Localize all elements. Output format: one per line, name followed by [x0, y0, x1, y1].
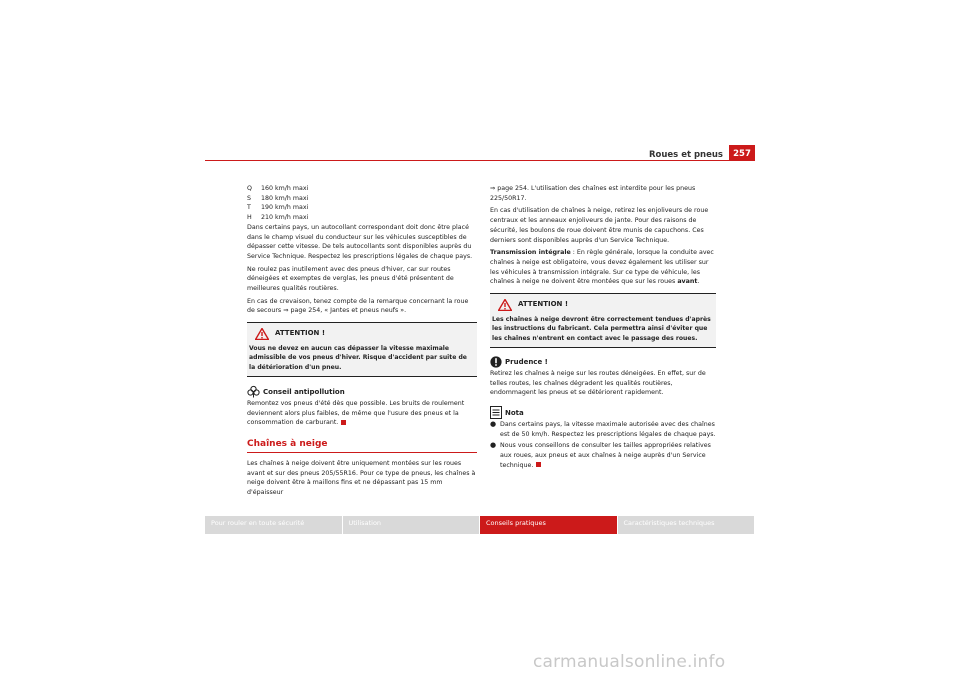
- paragraph-hubcaps: En cas d'utilisation de chaînes à neige, retirez les enjoliveurs de roue centraux et les anneaux enjoliveurs de jante. Pour des raisons de sécurité, les boulons de roue doivent être munis de capuchons. Ces derniers sont disponibles auprès d'un Service Technique.: [490, 207, 709, 244]
- speed-value: 210 km/h maxi: [261, 214, 309, 222]
- section-title: Chaînes à neige: [247, 440, 477, 453]
- watermark: carmanualsonline.info: [533, 652, 726, 672]
- awd-front: avant: [677, 278, 698, 286]
- warning-box: [247, 322, 477, 377]
- note-bullet: [490, 441, 716, 470]
- caution-title: Prudence !: [505, 358, 548, 367]
- warning-text: Les chaînes à neige devront être correctement tendues d'après les instructions du fabricant. Cela permettra ainsi d'éviter que les chaînes n'entrent en contact avec le passage des roues.: [492, 316, 711, 342]
- exclamation-circle-icon: [490, 356, 502, 368]
- left-column: [247, 184, 477, 501]
- speed-value: 160 km/h maxi: [261, 185, 309, 192]
- awd-label: Transmission intégrale: [490, 249, 571, 257]
- bullet-dot-icon: ●: [490, 420, 497, 429]
- page-number: 257: [729, 145, 755, 161]
- speed-value: 190 km/h maxi: [261, 204, 309, 212]
- speed-row: [247, 213, 477, 223]
- eco-title: Conseil antipollution: [263, 388, 345, 397]
- warning-triangle-icon: [498, 299, 512, 311]
- warning-box: [490, 293, 716, 348]
- speed-row: [247, 184, 477, 194]
- note-bullet-text: Dans certains pays, la vitesse maximale autorisée avec des chaînes est de 50 km/h. Respectez les prescriptions légales de chaque pays.: [500, 421, 716, 438]
- paragraph-winter-tires: Ne roulez pas inutilement avec des pneus d'hiver, car sur routes déneigées et exemptes de verglas, les pneus d'été présentent de meilleures qualités routières.: [247, 265, 454, 293]
- warning-triangle-icon: [255, 328, 269, 340]
- end-marker: [536, 462, 541, 467]
- speed-row: [247, 203, 477, 213]
- footer-tab-usage[interactable]: Utilisation: [343, 516, 480, 534]
- speed-code: Q: [247, 185, 252, 192]
- note-bullet: [490, 420, 716, 439]
- speed-code: H: [247, 214, 252, 222]
- paragraph-awd: [490, 248, 716, 287]
- speed-row: [247, 194, 477, 204]
- eco-text: Remontez vos pneus d'été dès que possible. Les bruits de roulement deviennent alors plus faibles, de même que l'usure des pneus et la consommation de carburant.: [247, 400, 465, 427]
- paragraph-puncture: En cas de crevaison, tenez compte de la remarque concernant la roue de secours ⇒ page 254, « Jantes et pneus neufs ».: [247, 297, 469, 315]
- caution-heading: [490, 356, 716, 368]
- warning-text: Vous ne devez en aucun cas dépasser la vitesse maximale admissible de vos pneus d'hiver. Risque d'accident par suite de la détérioration d'un pneu.: [249, 345, 467, 371]
- paragraph-sticker: Dans certains pays, un autocollant correspondant doit donc être placé dans le champ visuel du conducteur sur les véhicules susceptibles de dépasser cette vitesse. De tels autocollants sont disponibles auprès du Service Technique. Respectez les prescriptions légales de chaque pays.: [247, 223, 473, 260]
- speed-code: S: [247, 194, 251, 202]
- speed-value: 180 km/h maxi: [261, 194, 309, 202]
- awd-text: : En règle générale, lorsque la conduite avec chaînes à neige est obligatoire, vous devez également les utiliser sur les véhicules à transmission intégrale. Sur ce type de véhicule, les chaînes à neige ne doivent être montées que sur les roues: [490, 249, 714, 286]
- speed-code: T: [247, 204, 251, 212]
- note-title: Nota: [505, 409, 524, 418]
- note-heading: [490, 406, 716, 419]
- footer-tab-specifications[interactable]: Caractéristiques techniques: [618, 516, 755, 534]
- caution-text: Retirez les chaînes à neige sur les routes déneigées. En effet, sur de telles routes, les chaînes dégradent les qualités routières, endommagent les pneus et se détériorent rapidement.: [490, 369, 706, 397]
- header-divider: [205, 160, 755, 161]
- footer-tab-safety[interactable]: Pour rouler en toute sécurité: [205, 516, 342, 534]
- note-bullet-text: Nous vous conseillons de consulter les tailles appropriées relatives aux roues, aux pneus et aux chaînes à neige auprès d'un Service technique.: [500, 442, 711, 469]
- note-icon: [490, 406, 502, 419]
- paragraph-chain-restriction: ⇒ page 254. L'utilisation des chaînes est interdite pour les pneus 225/50R17.: [490, 185, 696, 202]
- eco-leaf-icon: [247, 385, 260, 398]
- eco-text-container: [247, 399, 477, 428]
- footer-tab-practical-tips[interactable]: Conseils pratiques: [480, 516, 617, 534]
- speed-list: [247, 184, 477, 223]
- page-header-title: Roues et pneus: [648, 150, 723, 160]
- awd-period: .: [697, 278, 700, 286]
- warning-title: ATTENTION !: [518, 300, 569, 309]
- warning-title: ATTENTION !: [275, 329, 326, 338]
- eco-heading: [247, 385, 477, 398]
- footer-nav: [205, 516, 755, 534]
- right-column: [490, 184, 716, 473]
- bullet-dot-icon: ●: [490, 441, 497, 450]
- end-marker: [341, 420, 346, 425]
- paragraph-snow-chains: Les chaînes à neige doivent être uniquement montées sur les roues avant et sur des pneus 205/55R16. Pour ce type de pneus, les chaînes à neige doivent être à maillons fins et ne dépassant pas 15 mm d'épaisseur: [247, 459, 476, 496]
